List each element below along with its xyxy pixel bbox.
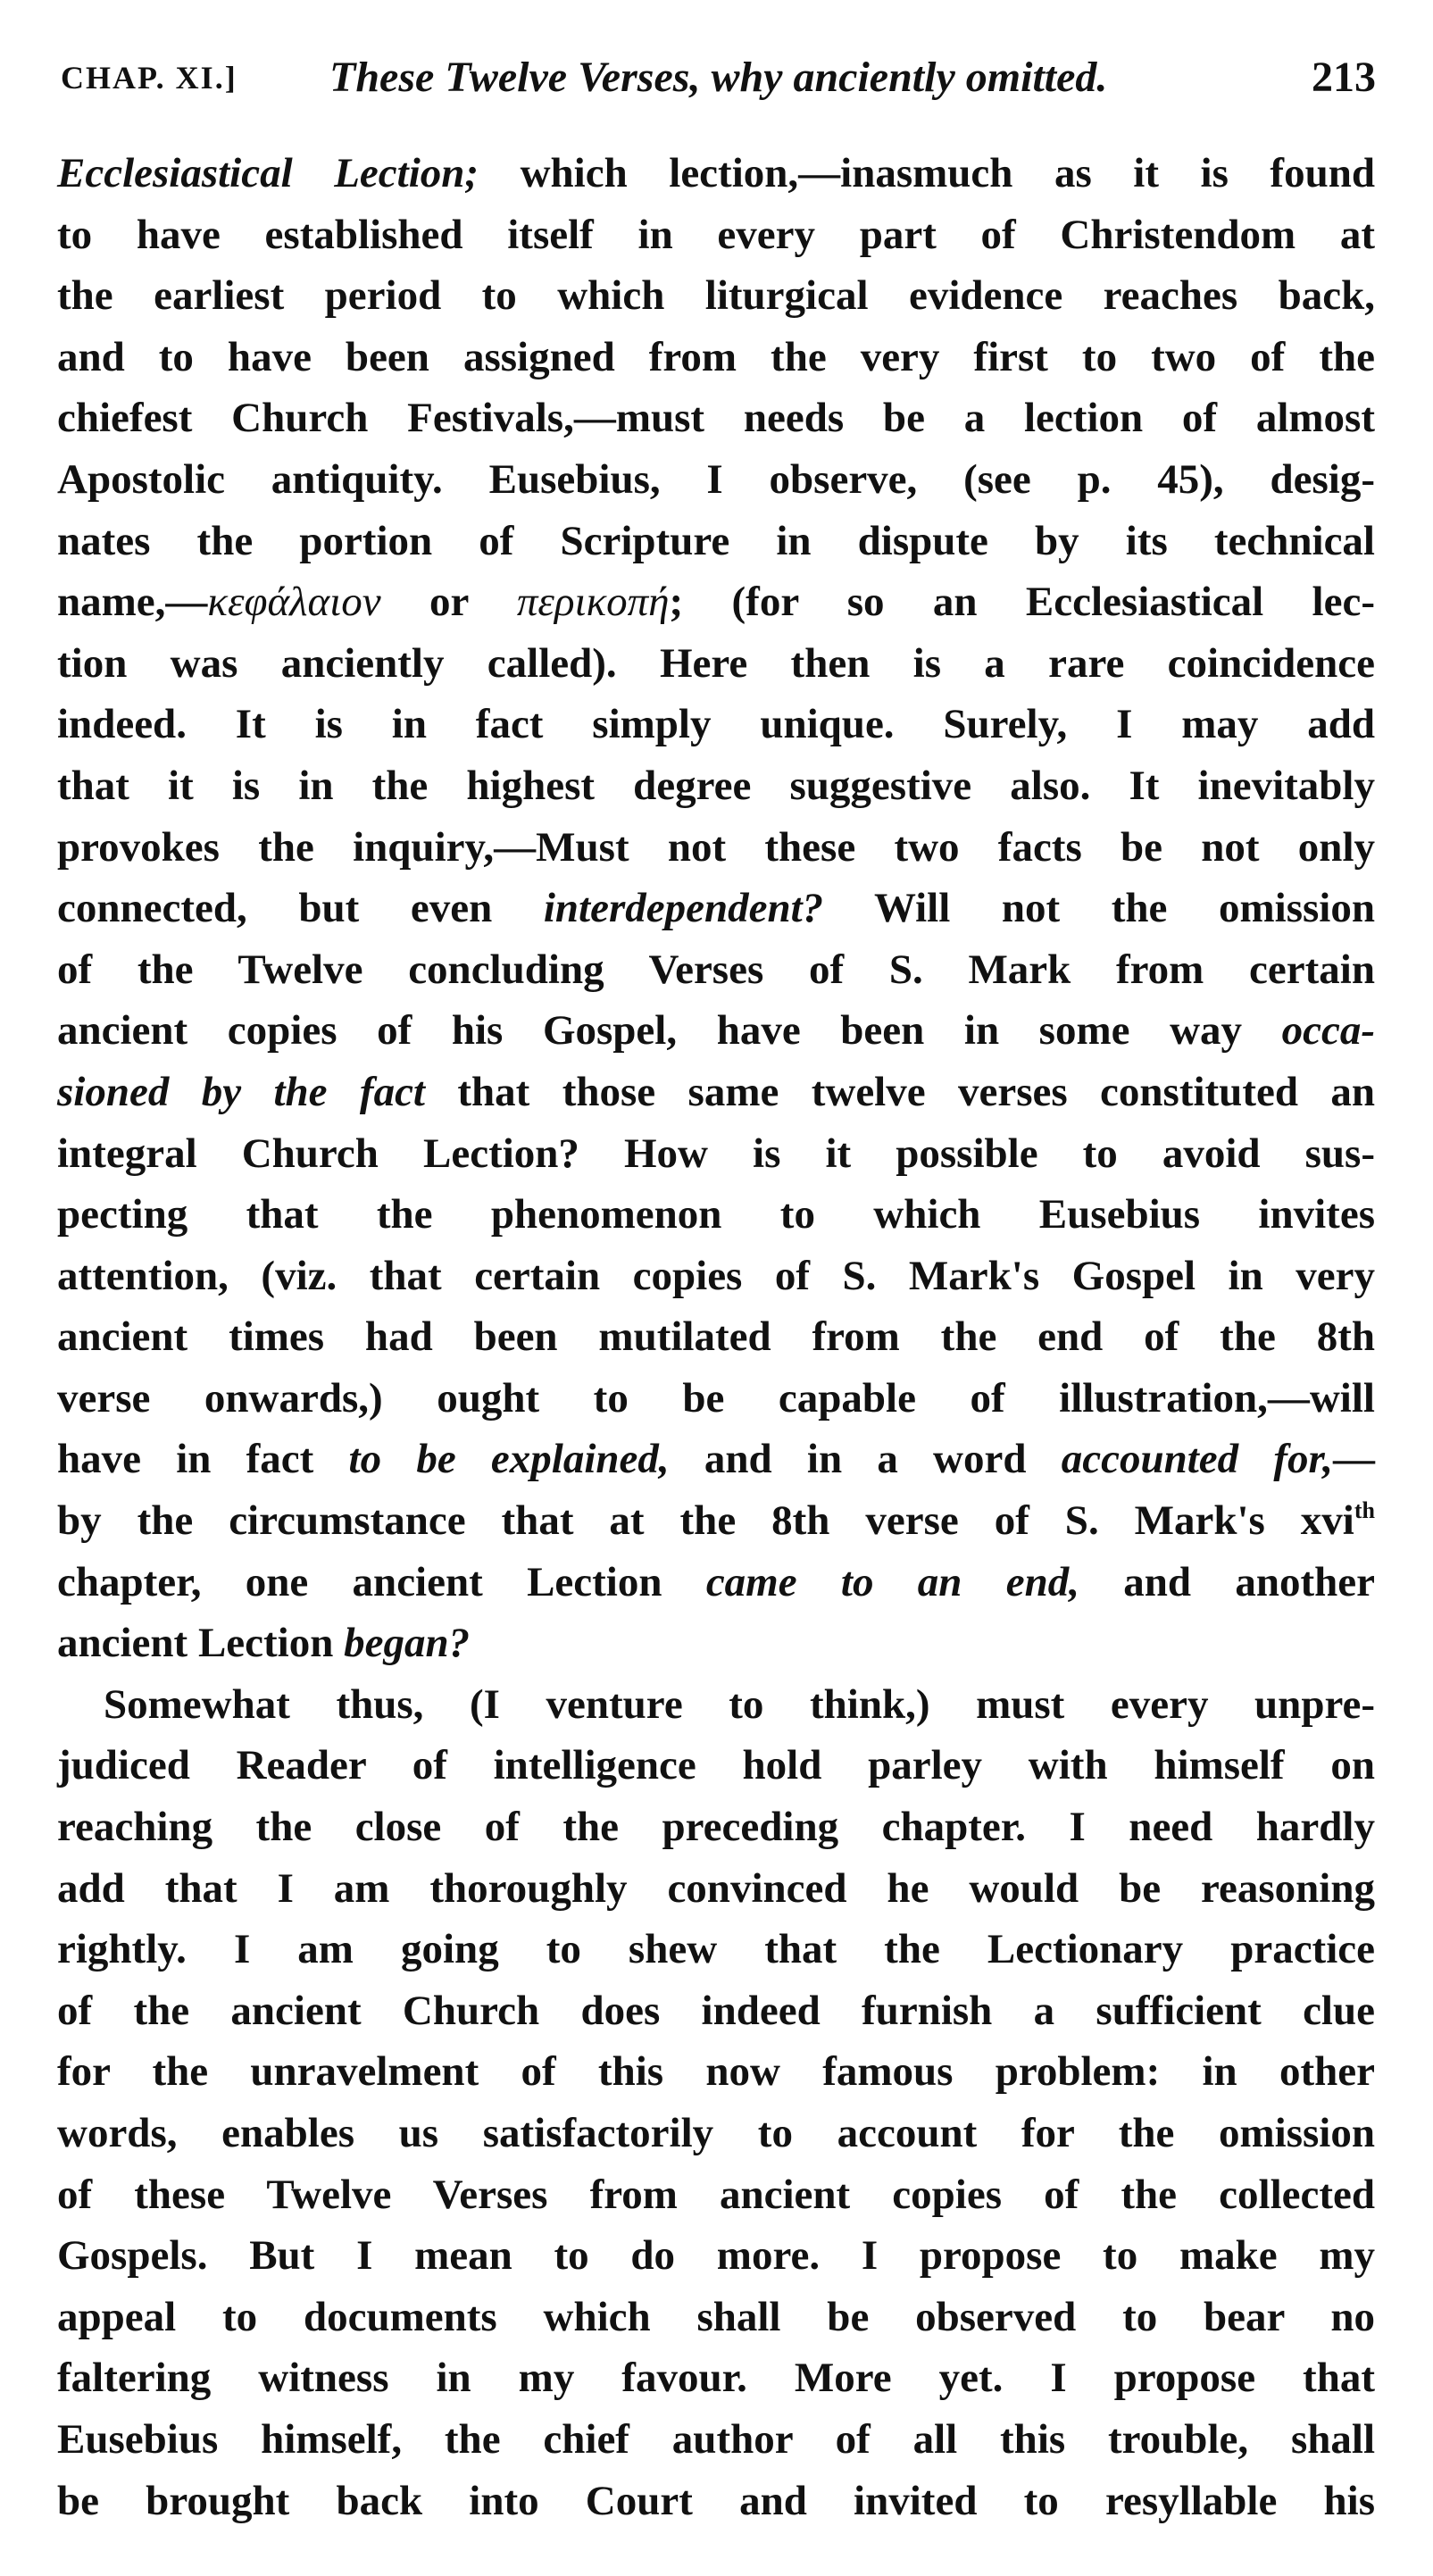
text-line: sioned by the fact that those same twelve verses constituted an — [57, 1068, 1375, 1115]
text-line: provokes the inquiry,—Must not these two facts be not only — [57, 823, 1375, 871]
chapter-label: CHAP. XI.] — [61, 60, 237, 96]
text-line: to have established itself in every part of Christendom at — [57, 211, 1375, 258]
text-line: verse onwards,) ought to be capable of illustration,—will — [57, 1374, 1375, 1421]
text-line: pecting that the phenomenon to which Eusebius invites — [57, 1191, 1375, 1238]
text-line: add that I am thoroughly convinced he would be reasoning — [57, 1864, 1375, 1912]
superscript: th — [1354, 1497, 1375, 1524]
text-line: ancient Lection began? — [57, 1620, 471, 1667]
text-line: nates the portion of Scripture in dispute by its technical — [57, 517, 1375, 564]
text-line: integral Church Lection? How is it possible to avoid sus- — [57, 1130, 1375, 1177]
text-line: for the unravelment of this now famous problem: in other — [57, 2048, 1375, 2096]
text-line: and to have been assigned from the very first to two of the — [57, 333, 1375, 380]
text-line: tion was anciently called). Here then is a rare coincidence — [57, 639, 1375, 687]
text-line: chiefest Church Festivals,—must needs be a lection of almost — [57, 395, 1375, 442]
text-line: of the Twelve concluding Verses of S. Mark from certain — [57, 946, 1375, 993]
greek-word: περικοπή — [516, 579, 670, 626]
text-line: have in fact to be explained, and in a word accounted for,— — [57, 1436, 1375, 1483]
text-line: words, enables us satisfactorily to account for the omission — [57, 2110, 1375, 2156]
text-line: indeed. It is in fact simply unique. Surely, I may add — [57, 701, 1375, 748]
text-line: Ecclesiastical Lection; which lection,—inasmuch as it is found — [57, 150, 1375, 196]
text-line: Eusebius himself, the chief author of all this trouble, shall — [57, 2415, 1375, 2463]
text-line: appeal to documents which shall be observed to bear no — [57, 2293, 1375, 2340]
text-line: be brought back into Court and invited to resyllable his — [57, 2477, 1375, 2524]
running-header — [57, 46, 1376, 109]
paragraph-1 — [57, 143, 1375, 1674]
text-line: faltering witness in my favour. More yet. I propose that — [57, 2355, 1375, 2402]
text-line: ancient times had been mutilated from the end of the 8th — [57, 1313, 1375, 1361]
text-line: the earliest period to which liturgical evidence reaches back, — [57, 272, 1375, 320]
running-title: These Twelve Verses, why anciently omitted. — [329, 54, 1108, 101]
text-line: ancient copies of his Gospel, have been in some way occa- — [57, 1007, 1375, 1055]
text-line: of the ancient Church does indeed furnish a sufficient clue — [57, 1987, 1375, 2034]
text-line: name,—κεφάλαιον or περικοπή; (for so an Ecclesiastical lec- — [57, 579, 1375, 626]
text-line: reaching the close of the preceding chapter. I need hardly — [57, 1804, 1375, 1851]
text-line: of these Twelve Verses from ancient copies of the collected — [57, 2171, 1375, 2218]
text-line: by the circumstance that at the 8th verse of S. Mark's xvi$^{th}$ — [57, 1497, 1375, 1545]
greek-word: κεφάλαιον — [207, 579, 381, 626]
body-text — [57, 143, 1375, 2531]
page-number: 213 — [1312, 54, 1376, 101]
text-line: attention, (viz. that certain copies of S. Mark's Gospel in very — [57, 1252, 1375, 1299]
text-line: Apostolic antiquity. Eusebius, I observe, (see p. 45), desig- — [57, 455, 1375, 503]
paragraph-2 — [57, 1674, 1375, 2531]
text-line: chapter, one ancient Lection came to an end, and another — [57, 1558, 1376, 1605]
text-line: rightly. I am going to shew that the Lectionary practice — [57, 1926, 1375, 1973]
text-line: Gospels. But I mean to do more. I propose to make my — [57, 2232, 1375, 2280]
text-line: connected, but even interdependent? Will not the omission — [57, 885, 1375, 932]
text-line: Somewhat thus, (I venture to think,) must every unpre- — [104, 1680, 1375, 1728]
text-line: judiced Reader of intelligence hold parley with himself on — [57, 1742, 1375, 1789]
text-line: that it is in the highest degree suggestive also. It inevitably — [57, 762, 1375, 809]
